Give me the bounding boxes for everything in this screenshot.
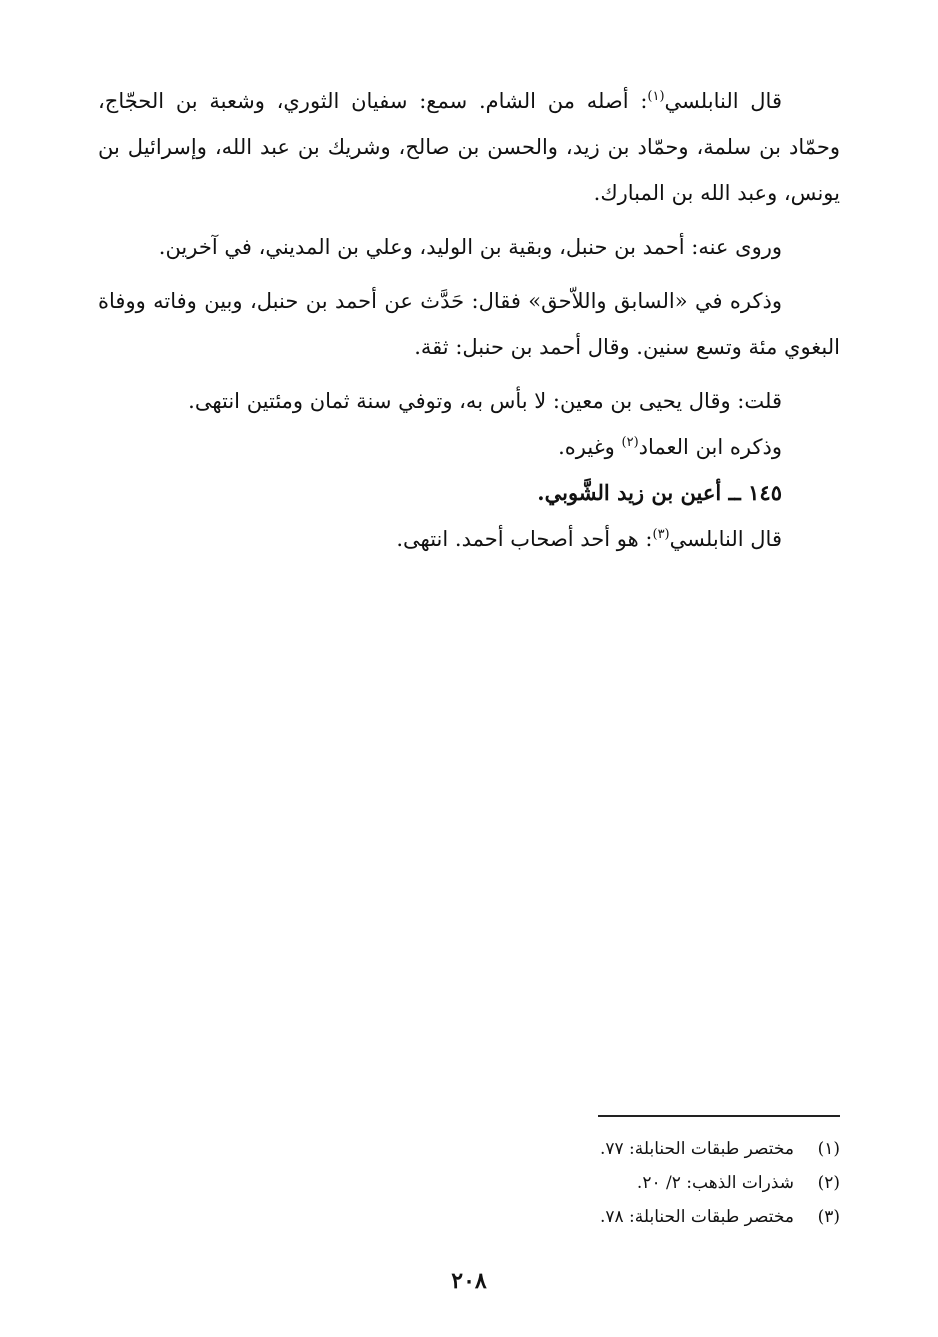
paragraph-ibn-imad (98, 424, 840, 470)
footnote-number: (٣) (817, 1207, 840, 1227)
footnote-number: (١) (817, 1139, 840, 1159)
footnote-text: شذرات الذهب: ٢/ ٢٠. (636, 1173, 794, 1193)
footnote-text: مختصر طبقات الحنابلة: ٧٨. (599, 1207, 794, 1227)
main-text (98, 78, 840, 570)
footnote-number: (٢) (817, 1173, 840, 1193)
paragraph-nabulsi-1 (98, 78, 840, 216)
paragraph-lead: قال النابلسي (669, 527, 782, 551)
footnote-divider (598, 1115, 840, 1117)
footnote-item (240, 1132, 840, 1166)
paragraph-lead: قال النابلسي (664, 89, 782, 113)
footnotes (240, 1132, 840, 1234)
page-number: ٢٠٨ (451, 1268, 487, 1294)
paragraph-text: : هو أحد أصحاب أحمد. انتهى. (396, 527, 653, 551)
paragraph-lead: وذكره ابن العماد (638, 435, 782, 459)
paragraph-narrators: وروى عنه: أحمد بن حنبل، وبقية بن الوليد، وعلي بن المديني، في آخرين. (158, 235, 782, 259)
footnote-item (240, 1200, 840, 1234)
footnote-ref-3: (٣) (652, 527, 670, 542)
paragraph-text: وغيره. (558, 435, 622, 459)
footnote-ref-2: (٢) (621, 435, 639, 450)
footnote-ref-1: (١) (647, 89, 665, 104)
paragraph-yahya: قلت: وقال يحيى بن معين: لا بأس به، وتوفي سنة ثمان ومئتين انتهى. (188, 389, 782, 413)
footnote-text: مختصر طبقات الحنابلة: ٧٧. (599, 1139, 794, 1159)
paragraph-text: : أصله من الشام. سمع: سفيان الثوري، وشعبة بن الحجّاج، وحمّاد بن سلمة، وحمّاد بن زيد، والحسن بن صالح، وشريك بن عبد الله، وإسرائيل بن يونس، وعبد الله بن المبارك. (98, 89, 840, 205)
entry-heading: ١٤٥ ــ أعين بن زيد الشَّوبي. (537, 480, 782, 505)
footnote-item (240, 1166, 840, 1200)
paragraph-nabulsi-2 (98, 516, 840, 562)
paragraph-sabiq: وذكره في «السابق واللاّحق» فقال: حَدَّث عن أحمد بن حنبل، وبين وفاته ووفاة البغوي مئة وتسع سنين. وقال أحمد بن حنبل: ثقة. (98, 289, 840, 359)
